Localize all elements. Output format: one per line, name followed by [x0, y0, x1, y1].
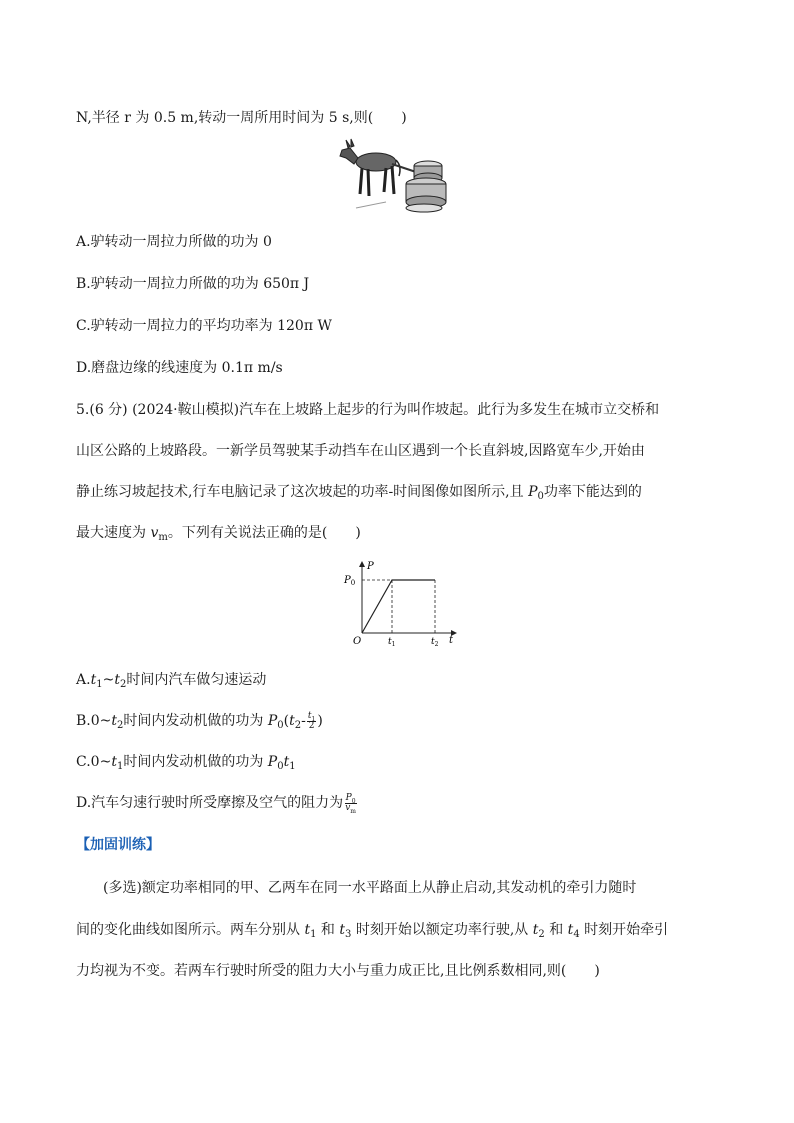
q4-option-b: B.驴转动一周拉力所做的功为 650π J: [76, 276, 310, 292]
q5-option-b: $B.0\sim t_2$时间内发动机做的功为 $P_0(t_2-$ $\frac{t_1}{2}$ ): [76, 710, 323, 731]
q4-stem-tail: N,半径 r 为 0.5 m,转动一周所用时间为 5 s,则( ): [76, 110, 407, 126]
p0-label: $P_0$: [344, 575, 356, 587]
q5-stem-line-1: 5.(6 分) (2024·鞍山模拟)汽车在上坡路上起步的行为叫作坡起。此行为多发生在城市立交桥和: [76, 402, 660, 418]
t1-label: $t_1$: [388, 637, 396, 648]
q4-option-a: A.驴转动一周拉力所做的功为 0: [76, 234, 272, 250]
q5-stem-line-4: 最大速度为 $v_m$。下列有关说法正确的是( ): [76, 525, 361, 543]
reinforcement-line-1: (多选)额定功率相同的甲、乙两车在同一水平路面上从静止启动,其发动机的牵引力随时: [103, 880, 637, 896]
power-curve: [362, 580, 435, 633]
q5-option-a: $A.t_1\sim t_2$时间内汽车做匀速运动: [76, 672, 267, 690]
donkey-mill-illustration: [336, 136, 448, 214]
q4-option-c: C.驴转动一周拉力的平均功率为 120π W: [76, 318, 332, 334]
q5-option-d: D.汽车匀速行驶时所受摩擦及空气的阻力为 $\frac{P_0}{v_m}$: [76, 792, 356, 815]
power-time-graph: [340, 558, 460, 648]
origin-label: O: [353, 636, 362, 647]
q5-stem-line-2: 山区公路的上坡路段。一新学员驾驶某手动挡车在山区遇到一个长直斜坡,因路宽车少,开始由: [76, 443, 645, 459]
reinforcement-heading: 【加固训练】: [76, 837, 160, 853]
t2-label: $t_2$: [431, 637, 439, 648]
t-axis-label: t: [449, 635, 454, 646]
q5-option-c: $C.0\sim t_1$时间内发动机做的功为 $P_0t_1$: [76, 754, 296, 772]
reinforcement-line-3: 力均视为不变。若两车行驶时所受的阻力大小与重力成正比,且比例系数相同,则( ): [76, 963, 600, 979]
q4-option-d: D.磨盘边缘的线速度为 0.1π m/s: [76, 360, 283, 376]
p-axis-label: P: [367, 561, 374, 572]
q5-stem-line-3: 静止练习坡起技术,行车电脑记录了这次坡起的功率-时间图像如图所示,且 $P_0$功率下能达到的: [76, 484, 642, 502]
reinforcement-line-2: 间的变化曲线如图所示。两车分别从 $t_1$ 和 $t_3$ 时刻开始以额定功率行驶,从 $t_2$ 和 $t_4$ 时刻开始牵引: [76, 922, 669, 940]
